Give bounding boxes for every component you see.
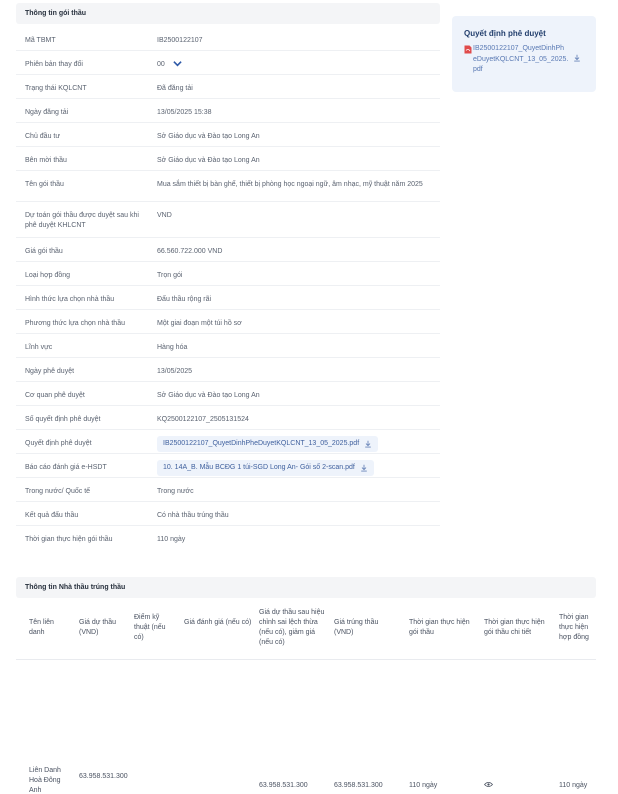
info-row-duration	[16, 526, 440, 550]
info-row-selection-method	[16, 310, 440, 334]
info-label: Quyết định phê duyệt	[25, 440, 92, 447]
info-value: Đấu thầu rộng rãi	[157, 296, 212, 303]
info-row-investor	[16, 123, 440, 147]
info-label: Báo cáo đánh giá e-HSDT	[25, 464, 107, 471]
info-row-approval-date	[16, 358, 440, 382]
col-duration-detail: Thời gian thực hiện gói thầu chi tiết	[484, 619, 545, 636]
eye-icon[interactable]	[484, 781, 493, 788]
cell-adjusted-price: 63.958.531.300	[259, 782, 308, 789]
info-value: Trọn gói	[157, 272, 183, 279]
approval-decision-card	[452, 16, 596, 92]
download-icon[interactable]	[573, 54, 581, 62]
evaluation-report-file-link[interactable]	[157, 460, 374, 476]
info-label: Loại hợp đồng	[25, 272, 71, 279]
info-row-contract-type	[16, 262, 440, 286]
file-name: 10. 14A_B. Mẫu BCĐG 1 túi-SGD Long An- Gói số 2-scan.pdf	[163, 464, 355, 471]
info-label: Phiên bản thay đổi	[25, 61, 83, 68]
info-label: Phương thức lựa chọn nhà thầu	[25, 320, 125, 327]
info-label: Ngày đăng tải	[25, 109, 69, 116]
info-row-approval-agency	[16, 382, 440, 406]
approval-decision-file-link[interactable]	[157, 436, 378, 452]
col-duration: Thời gian thực hiện gói thầu	[409, 619, 470, 636]
cell-contract-duration: 110 ngày	[559, 782, 588, 789]
info-row-approval-decision	[16, 430, 440, 454]
col-name: Tên liên danh	[29, 619, 54, 636]
info-label: Dự toán gói thầu được duyệt sau khi phê duyệt KHLCNT	[25, 212, 139, 229]
info-value: KQ2500122107_2505131524	[157, 416, 249, 423]
approval-decision-file-link[interactable]	[464, 44, 584, 75]
info-row-field	[16, 334, 440, 358]
info-row-domestic-international	[16, 478, 440, 502]
view-detail-button[interactable]	[484, 781, 493, 792]
info-row-package-price	[16, 238, 440, 262]
package-info-panel	[16, 3, 440, 550]
col-eval-price: Giá đánh giá (nếu có)	[184, 619, 252, 626]
info-label: Mã TBMT	[25, 37, 56, 44]
info-value: Trong nước	[157, 488, 194, 495]
info-value: Có nhà thầu trúng thầu	[157, 512, 229, 519]
info-row-procuring-entity	[16, 147, 440, 171]
info-value: 66.560.722.000 VND	[157, 248, 223, 255]
approval-decision-title: Quyết định phê duyệt	[464, 29, 546, 38]
winning-contractor-header: Thông tin Nhà thầu trúng thầu	[16, 577, 596, 598]
info-value: VND	[157, 212, 172, 219]
info-value: 13/05/2025	[157, 368, 193, 375]
info-row-version	[16, 51, 440, 75]
info-label: Kết quả đấu thầu	[25, 512, 79, 519]
download-icon[interactable]	[360, 464, 368, 472]
info-row-evaluation-report	[16, 454, 440, 478]
col-adjusted-price: Giá dự thầu sau hiệu chỉnh sai lệch thừa (nếu có), giảm giá (nếu có)	[259, 609, 325, 646]
info-value: Sở Giáo dục và Đào tạo Long An	[157, 133, 260, 140]
info-value: 110 ngày	[157, 536, 186, 543]
file-name: IB2500122107_QuyetDinhPheDuyetKQLCNT_13_05_2025.pdf	[163, 440, 360, 447]
info-value: Sở Giáo dục và Đào tạo Long An	[157, 392, 260, 399]
info-label: Giá gói thầu	[25, 248, 63, 255]
cell-bid-price: 63.958.531.300	[79, 773, 128, 780]
info-row-decision-number	[16, 406, 440, 430]
file-name-line: IB2500122107_QuyetDinhPh	[473, 45, 565, 52]
info-label: Trong nước/ Quốc tế	[25, 488, 91, 495]
info-label: Hình thức lựa chọn nhà thầu	[25, 296, 115, 303]
info-value: Hàng hóa	[157, 344, 188, 351]
info-row-status	[16, 75, 440, 99]
info-label: Ngày phê duyệt	[25, 368, 75, 375]
info-row-post-date	[16, 99, 440, 123]
info-value: Mua sắm thiết bị bàn ghế, thiết bị phòng học ngoại ngữ, âm nhạc, mỹ thuật năm 2025	[157, 181, 423, 188]
info-row-selection-form	[16, 286, 440, 310]
info-value: IB2500122107	[157, 37, 203, 44]
pdf-icon	[464, 45, 472, 54]
chevron-down-icon[interactable]	[173, 60, 182, 67]
download-icon[interactable]	[364, 440, 372, 448]
info-label: Thời gian thực hiện gói thầu	[25, 536, 113, 543]
info-label: Trạng thái KQLCNT	[25, 85, 87, 92]
info-label: Chủ đầu tư	[25, 133, 61, 140]
table-header	[16, 598, 596, 660]
info-label: Tên gói thầu	[25, 181, 64, 188]
info-label: Bên mời thầu	[25, 157, 67, 164]
package-info-header: Thông tin gói thầu	[16, 3, 440, 24]
info-value: Một giai đoạn một túi hồ sơ	[157, 320, 242, 327]
col-contract-duration: Thời gian thực hiện hợp đồng	[559, 614, 589, 641]
version-value: 00	[157, 61, 165, 68]
cell-winning-price: 63.958.531.300	[334, 782, 383, 789]
info-value: Đã đăng tải	[157, 85, 193, 92]
file-name-line: eDuyetKQLCNT_13_05_2025.	[473, 56, 569, 63]
info-row-package-name	[16, 171, 440, 202]
col-bid-price: Giá dự thầu (VND)	[79, 619, 116, 636]
file-name-line: pdf	[473, 66, 483, 73]
info-value: Sở Giáo dục và Đào tạo Long An	[157, 157, 260, 164]
cell-name: Liên Danh Hoà Đông Anh	[29, 767, 61, 794]
cell-duration: 110 ngày	[409, 782, 438, 789]
info-row-bidding-result	[16, 502, 440, 526]
col-winning-price: Giá trúng thầu (VND)	[334, 619, 379, 636]
info-row-notice-code	[16, 27, 440, 51]
info-value: 13/05/2025 15:38	[157, 109, 212, 116]
version-select[interactable]	[148, 51, 440, 70]
info-label: Số quyết định phê duyệt	[25, 416, 101, 423]
info-label: Cơ quan phê duyệt	[25, 392, 85, 399]
info-label: Lĩnh vực	[25, 344, 53, 351]
col-tech-score: Điểm kỹ thuật (nếu có)	[134, 614, 166, 641]
info-row-estimate	[16, 202, 440, 238]
table-row	[16, 766, 596, 794]
winning-contractor-section	[16, 577, 596, 794]
